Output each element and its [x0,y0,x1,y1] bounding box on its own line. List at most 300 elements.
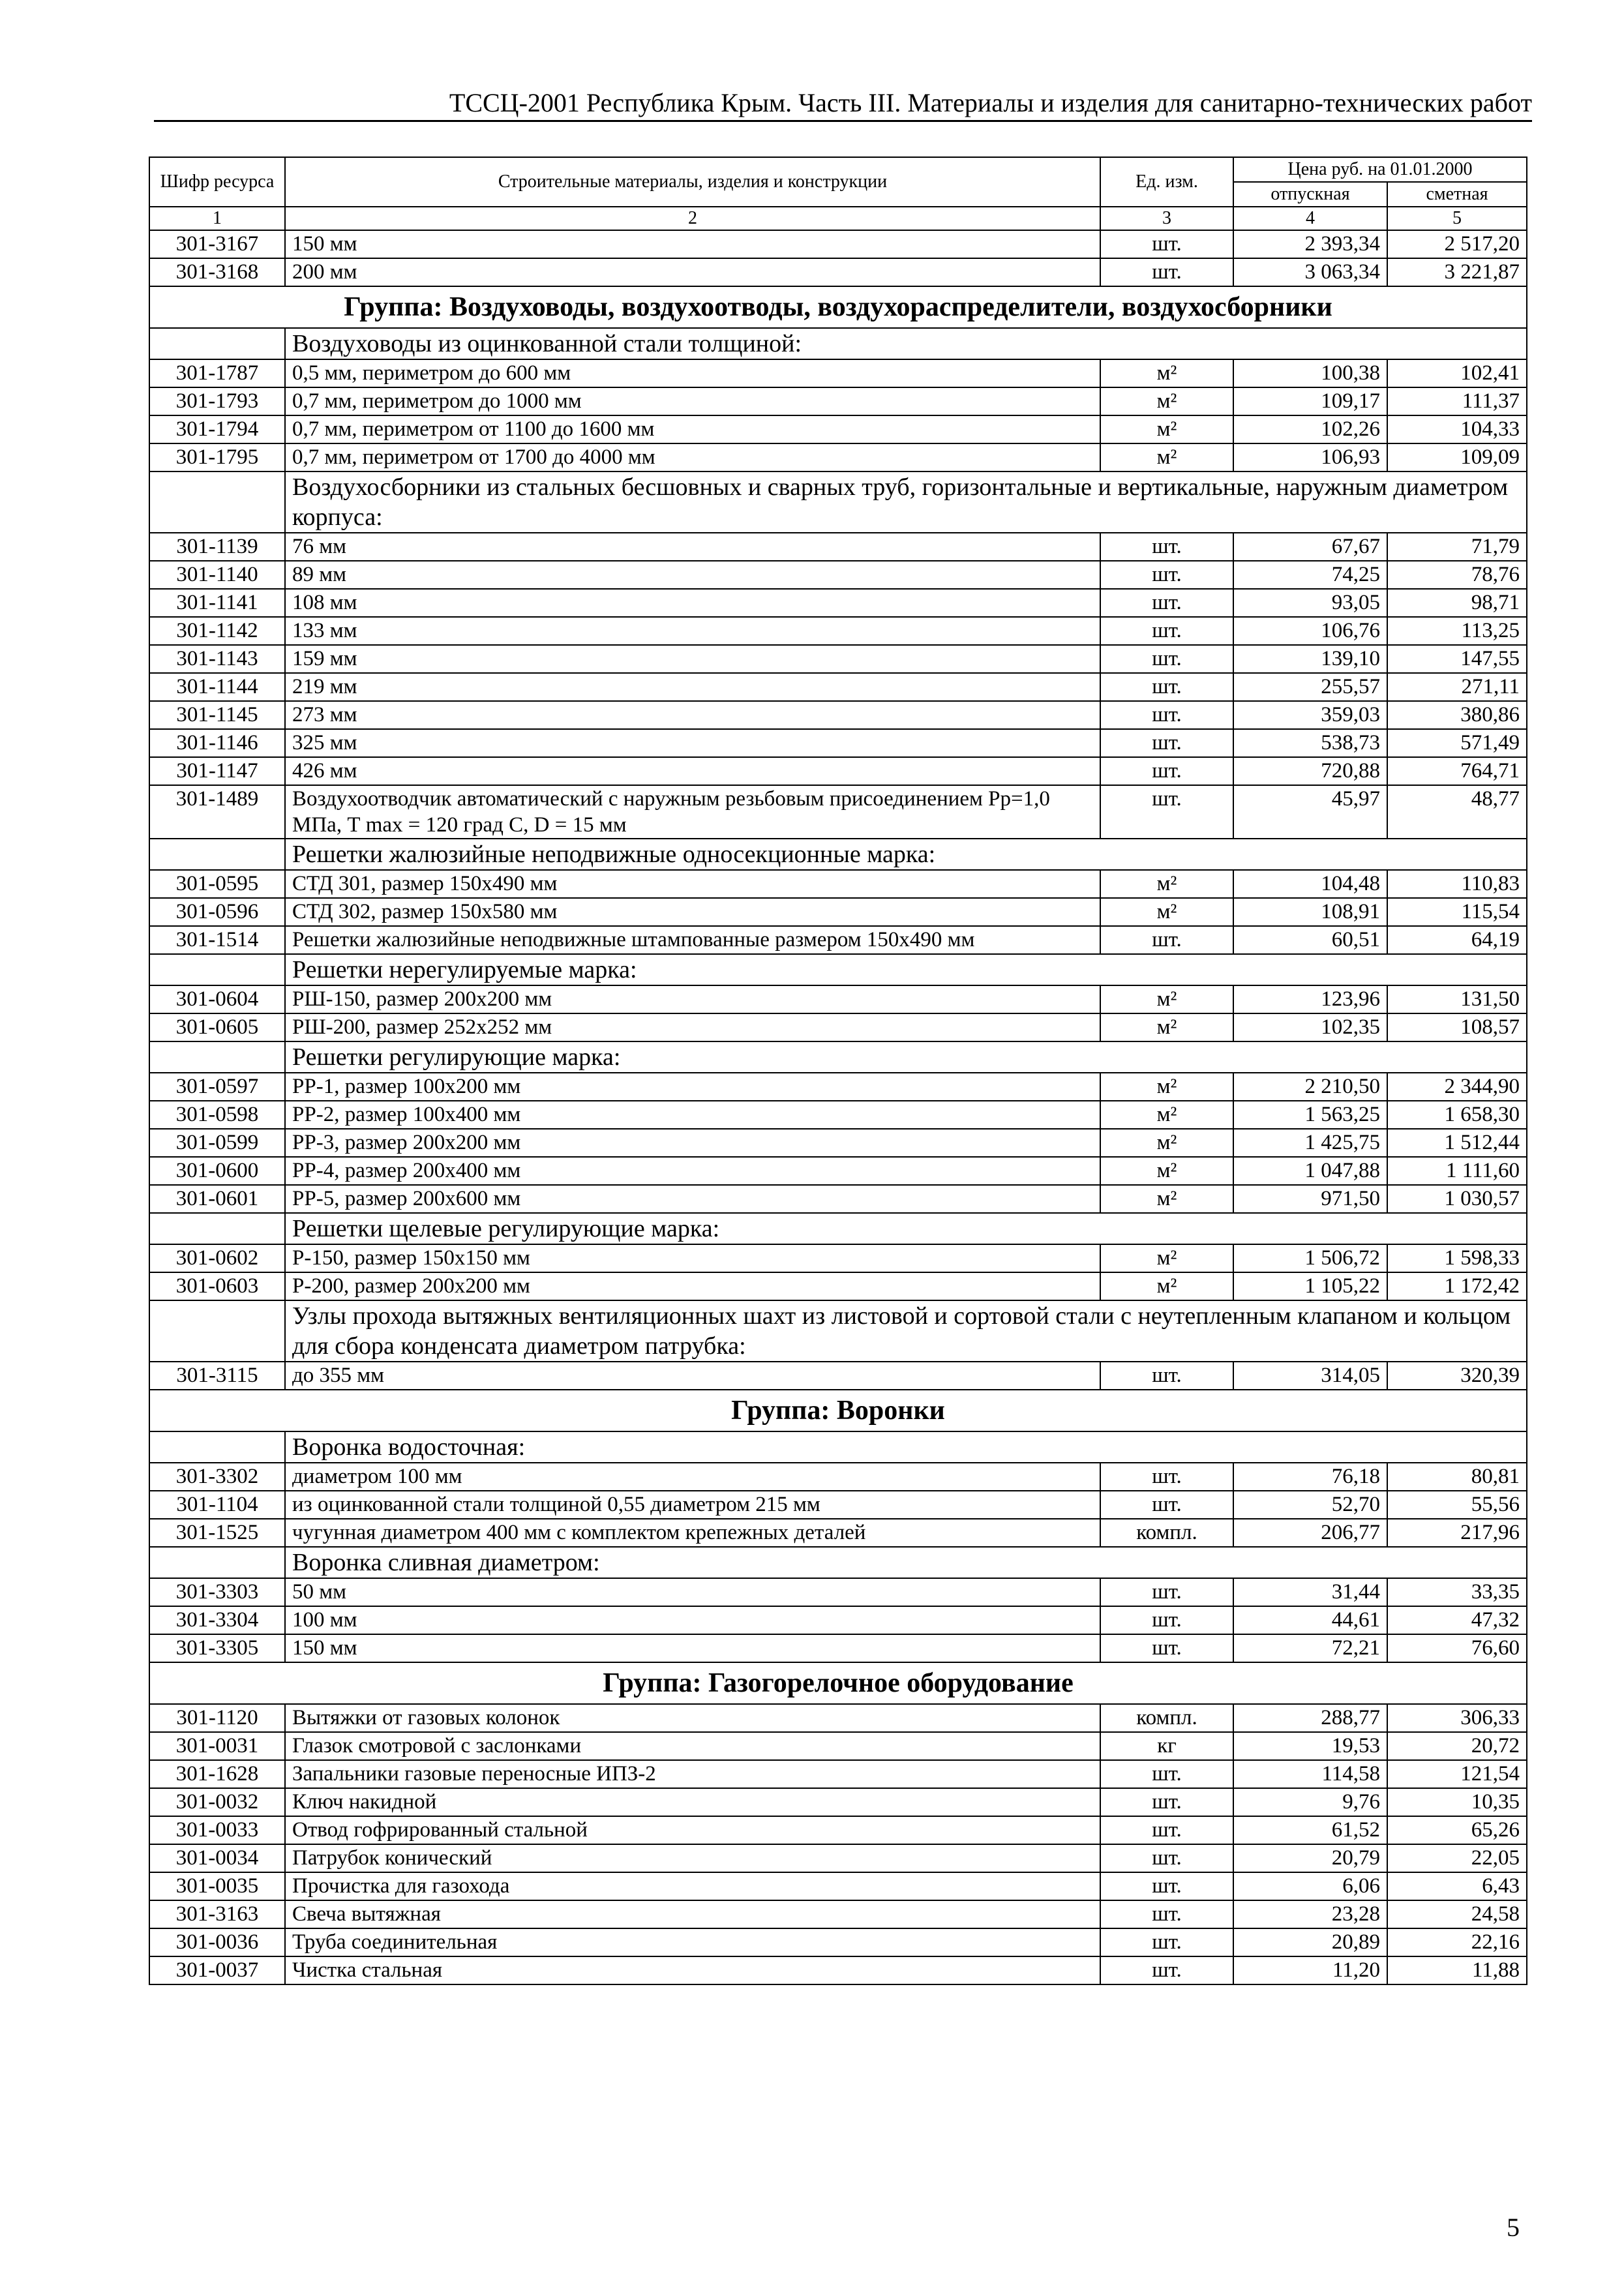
unit-of-measure: компл. [1100,1519,1233,1547]
unit-of-measure: шт. [1100,1463,1233,1491]
release-price: 359,03 [1233,701,1387,729]
resource-code: 301-0036 [149,1928,285,1956]
unit-of-measure: кг [1100,1732,1233,1760]
material-name: 0,5 мм, периметром до 600 мм [285,359,1100,387]
estimate-price: 47,32 [1387,1606,1527,1634]
material-name: 108 мм [285,589,1100,617]
release-price: 102,35 [1233,1013,1387,1041]
material-name: 159 мм [285,645,1100,673]
resource-code: 301-3304 [149,1606,285,1634]
release-price: 206,77 [1233,1519,1387,1547]
subheading-code-cell [149,1041,285,1073]
group-heading: Группа: Газогорелочное оборудование [149,1662,1527,1704]
page-header-title: ТССЦ-2001 Республика Крым. Часть III. Материалы и изделия для санитарно-технических работ [449,88,1532,117]
subheading-row [149,1300,1527,1362]
material-name: 426 мм [285,757,1100,785]
table-row [149,1272,1527,1300]
estimate-price: 2 517,20 [1387,230,1527,258]
resource-code: 301-0599 [149,1129,285,1157]
unit-of-measure: шт. [1100,1491,1233,1519]
material-name: 0,7 мм, периметром от 1700 до 4000 мм [285,443,1100,471]
table-row [149,729,1527,757]
unit-of-measure: шт. [1100,1578,1233,1606]
estimate-price: 104,33 [1387,415,1527,443]
material-name: Р-150, размер 150х150 мм [285,1244,1100,1272]
table-row [149,926,1527,954]
unit-of-measure: шт. [1100,673,1233,701]
unit-of-measure: м² [1100,1073,1233,1101]
unit-of-measure: компл. [1100,1704,1233,1732]
estimate-price: 98,71 [1387,589,1527,617]
material-name: до 355 мм [285,1362,1100,1390]
subheading-row [149,1041,1527,1073]
material-name: 150 мм [285,230,1100,258]
table-body [149,230,1527,1984]
table-header-row [149,157,1527,182]
resource-code: 301-1489 [149,785,285,839]
unit-of-measure: шт. [1100,258,1233,286]
unit-of-measure: шт. [1100,1788,1233,1816]
material-name: Воздухоотводчик автоматический с наружным резьбовым присоединением Рр=1,0 МПа, Т max = 120 град С, D = 15 мм [285,785,1100,839]
material-name: СТД 301, размер 150х490 мм [285,870,1100,898]
col-header-code: Шифр ресурса [149,157,285,207]
unit-of-measure: шт. [1100,617,1233,645]
estimate-price: 1 512,44 [1387,1129,1527,1157]
resource-code: 301-1141 [149,589,285,617]
unit-of-measure: шт. [1100,1816,1233,1844]
material-name: РР-2, размер 100х400 мм [285,1101,1100,1129]
group-heading-row [149,1390,1527,1431]
table-row [149,1900,1527,1928]
estimate-price: 65,26 [1387,1816,1527,1844]
release-price: 3 063,34 [1233,258,1387,286]
estimate-price: 110,83 [1387,870,1527,898]
unit-of-measure: м² [1100,1157,1233,1185]
unit-of-measure: м² [1100,985,1233,1013]
resource-code: 301-1794 [149,415,285,443]
unit-of-measure: шт. [1100,561,1233,589]
release-price: 1 425,75 [1233,1129,1387,1157]
col-header-unit: Ед. изм. [1100,157,1233,207]
unit-of-measure: м² [1100,898,1233,926]
resource-code: 301-1147 [149,757,285,785]
unit-of-measure: шт. [1100,729,1233,757]
price-table [149,157,1527,1985]
resource-code: 301-1146 [149,729,285,757]
release-price: 19,53 [1233,1732,1387,1760]
release-price: 106,93 [1233,443,1387,471]
estimate-price: 1 172,42 [1387,1272,1527,1300]
resource-code: 301-1795 [149,443,285,471]
resource-code: 301-0598 [149,1101,285,1129]
resource-code: 301-0595 [149,870,285,898]
material-name: 150 мм [285,1634,1100,1662]
estimate-price: 1 030,57 [1387,1185,1527,1213]
subheading-row [149,471,1527,533]
release-price: 61,52 [1233,1816,1387,1844]
resource-code: 301-1120 [149,1704,285,1732]
table-row [149,1129,1527,1157]
release-price: 11,20 [1233,1956,1387,1984]
material-name: 50 мм [285,1578,1100,1606]
unit-of-measure: шт. [1100,1928,1233,1956]
material-name: РР-1, размер 100х200 мм [285,1073,1100,1101]
estimate-price: 10,35 [1387,1788,1527,1816]
material-name: РР-4, размер 200х400 мм [285,1157,1100,1185]
subheading-row [149,328,1527,359]
unit-of-measure: шт. [1100,1606,1233,1634]
material-name: РШ-150, размер 200х200 мм [285,985,1100,1013]
col-header-release: отпускная [1233,182,1387,207]
material-name: 200 мм [285,258,1100,286]
estimate-price: 11,88 [1387,1956,1527,1984]
table-row [149,1816,1527,1844]
release-price: 1 563,25 [1233,1101,1387,1129]
subheading: Узлы прохода вытяжных вентиляционных шахт из листовой и сортовой стали с неутепленным клапаном и кольцом для сбора конденсата диаметром патрубка: [285,1300,1527,1362]
table-row [149,359,1527,387]
release-price: 104,48 [1233,870,1387,898]
estimate-price: 131,50 [1387,985,1527,1013]
unit-of-measure: шт. [1100,533,1233,561]
material-name: 133 мм [285,617,1100,645]
table-row [149,1606,1527,1634]
table-row [149,1157,1527,1185]
unit-of-measure: шт. [1100,1844,1233,1872]
table-row [149,1872,1527,1900]
unit-of-measure: шт. [1100,1900,1233,1928]
release-price: 255,57 [1233,673,1387,701]
estimate-price: 217,96 [1387,1519,1527,1547]
estimate-price: 22,05 [1387,1844,1527,1872]
unit-of-measure: шт. [1100,701,1233,729]
col-number-4: 4 [1233,207,1387,230]
estimate-price: 20,72 [1387,1732,1527,1760]
material-name: Труба соединительная [285,1928,1100,1956]
release-price: 74,25 [1233,561,1387,589]
release-price: 108,91 [1233,898,1387,926]
resource-code: 301-0603 [149,1272,285,1300]
unit-of-measure: шт. [1100,926,1233,954]
material-name: 325 мм [285,729,1100,757]
table-row [149,1185,1527,1213]
col-number-2: 2 [285,207,1100,230]
unit-of-measure: шт. [1100,1872,1233,1900]
subheading-code-cell [149,839,285,870]
subheading-row [149,839,1527,870]
unit-of-measure: м² [1100,1129,1233,1157]
group-heading: Группа: Воздуховоды, воздухоотводы, воздухораспределители, воздухосборники [149,286,1527,328]
unit-of-measure: шт. [1100,1760,1233,1788]
release-price: 9,76 [1233,1788,1387,1816]
table-row [149,443,1527,471]
release-price: 67,67 [1233,533,1387,561]
resource-code: 301-0037 [149,1956,285,1984]
table-row [149,898,1527,926]
subheading-row [149,1213,1527,1244]
resource-code: 301-3167 [149,230,285,258]
estimate-price: 80,81 [1387,1463,1527,1491]
table-row [149,1634,1527,1662]
estimate-price: 111,37 [1387,387,1527,415]
resource-code: 301-1525 [149,1519,285,1547]
estimate-price: 109,09 [1387,443,1527,471]
table-row [149,1013,1527,1041]
material-name: РР-3, размер 200х200 мм [285,1129,1100,1157]
estimate-price: 78,76 [1387,561,1527,589]
resource-code: 301-0597 [149,1073,285,1101]
release-price: 1 506,72 [1233,1244,1387,1272]
table-row [149,1073,1527,1101]
release-price: 288,77 [1233,1704,1387,1732]
release-price: 971,50 [1233,1185,1387,1213]
subheading-code-cell [149,471,285,533]
resource-code: 301-0600 [149,1157,285,1185]
material-name: РШ-200, размер 252х252 мм [285,1013,1100,1041]
subheading-row [149,1547,1527,1578]
col-header-name: Строительные материалы, изделия и конструкции [285,157,1100,207]
release-price: 106,76 [1233,617,1387,645]
table-row [149,1244,1527,1272]
unit-of-measure: м² [1100,870,1233,898]
release-price: 139,10 [1233,645,1387,673]
group-heading: Группа: Воронки [149,1390,1527,1431]
estimate-price: 24,58 [1387,1900,1527,1928]
estimate-price: 320,39 [1387,1362,1527,1390]
unit-of-measure: шт. [1100,589,1233,617]
table-row [149,785,1527,839]
material-name: чугунная диаметром 400 мм с комплектом крепежных деталей [285,1519,1100,1547]
table-row [149,589,1527,617]
release-price: 102,26 [1233,415,1387,443]
resource-code: 301-3303 [149,1578,285,1606]
table-row [149,870,1527,898]
resource-code: 301-3115 [149,1362,285,1390]
estimate-price: 3 221,87 [1387,258,1527,286]
estimate-price: 76,60 [1387,1634,1527,1662]
unit-of-measure: м² [1100,1244,1233,1272]
subheading-row [149,954,1527,985]
col-header-estimate: сметная [1387,182,1527,207]
material-name: 219 мм [285,673,1100,701]
table-row [149,645,1527,673]
release-price: 93,05 [1233,589,1387,617]
material-name: РР-5, размер 200х600 мм [285,1185,1100,1213]
table-row [149,258,1527,286]
release-price: 20,89 [1233,1928,1387,1956]
material-name: Решетки жалюзийные неподвижные штампованные размером 150х490 мм [285,926,1100,954]
col-number-5: 5 [1387,207,1527,230]
table-row [149,1956,1527,1984]
resource-code: 301-1787 [149,359,285,387]
release-price: 1 105,22 [1233,1272,1387,1300]
resource-code: 301-0034 [149,1844,285,1872]
material-name: из оцинкованной стали толщиной 0,55 диаметром 215 мм [285,1491,1100,1519]
resource-code: 301-1793 [149,387,285,415]
release-price: 52,70 [1233,1491,1387,1519]
subheading-code-cell [149,1547,285,1578]
subheading-code-cell [149,328,285,359]
material-name: Вытяжки от газовых колонок [285,1704,1100,1732]
resource-code: 301-1142 [149,617,285,645]
table-row [149,673,1527,701]
material-name: Запальники газовые переносные ИПЗ-2 [285,1760,1100,1788]
table-row [149,1491,1527,1519]
subheading-code-cell [149,1300,285,1362]
table-row [149,1578,1527,1606]
table-row [149,387,1527,415]
resource-code: 301-1144 [149,673,285,701]
estimate-price: 113,25 [1387,617,1527,645]
estimate-price: 1 598,33 [1387,1244,1527,1272]
unit-of-measure: м² [1100,415,1233,443]
unit-of-measure: м² [1100,1013,1233,1041]
table-row [149,701,1527,729]
release-price: 60,51 [1233,926,1387,954]
subheading: Решетки регулирующие марка: [285,1041,1527,1073]
subheading-code-cell [149,954,285,985]
unit-of-measure: м² [1100,1272,1233,1300]
unit-of-measure: шт. [1100,757,1233,785]
release-price: 44,61 [1233,1606,1387,1634]
release-price: 31,44 [1233,1578,1387,1606]
release-price: 23,28 [1233,1900,1387,1928]
material-name: 0,7 мм, периметром до 1000 мм [285,387,1100,415]
release-price: 114,58 [1233,1760,1387,1788]
release-price: 538,73 [1233,729,1387,757]
subheading: Решетки жалюзийные неподвижные односекционные марка: [285,839,1527,870]
subheading-row [149,1431,1527,1463]
material-name: Отвод гофрированный стальной [285,1816,1100,1844]
table-row [149,1463,1527,1491]
estimate-price: 1 111,60 [1387,1157,1527,1185]
resource-code: 301-1143 [149,645,285,673]
table-row [149,533,1527,561]
group-heading-row [149,286,1527,328]
resource-code: 301-0035 [149,1872,285,1900]
release-price: 2 210,50 [1233,1073,1387,1101]
table-row [149,1844,1527,1872]
subheading-code-cell [149,1213,285,1244]
material-name: СТД 302, размер 150х580 мм [285,898,1100,926]
unit-of-measure: шт. [1100,1634,1233,1662]
estimate-price: 380,86 [1387,701,1527,729]
resource-code: 301-3302 [149,1463,285,1491]
table-row [149,561,1527,589]
resource-code: 301-1104 [149,1491,285,1519]
unit-of-measure: м² [1100,359,1233,387]
resource-code: 301-1145 [149,701,285,729]
resource-code: 301-0601 [149,1185,285,1213]
estimate-price: 306,33 [1387,1704,1527,1732]
resource-code: 301-3305 [149,1634,285,1662]
subheading: Решетки щелевые регулирующие марка: [285,1213,1527,1244]
table-row [149,230,1527,258]
release-price: 6,06 [1233,1872,1387,1900]
estimate-price: 33,35 [1387,1578,1527,1606]
unit-of-measure: м² [1100,443,1233,471]
release-price: 1 047,88 [1233,1157,1387,1185]
material-name: Глазок смотровой с заслонками [285,1732,1100,1760]
table-row [149,1732,1527,1760]
estimate-price: 115,54 [1387,898,1527,926]
unit-of-measure: шт. [1100,1362,1233,1390]
material-name: 273 мм [285,701,1100,729]
material-name: 76 мм [285,533,1100,561]
material-name: Р-200, размер 200х200 мм [285,1272,1100,1300]
table-row [149,1519,1527,1547]
resource-code: 301-3168 [149,258,285,286]
table-row [149,757,1527,785]
resource-code: 301-1139 [149,533,285,561]
release-price: 123,96 [1233,985,1387,1013]
unit-of-measure: м² [1100,1185,1233,1213]
resource-code: 301-3163 [149,1900,285,1928]
unit-of-measure: шт. [1100,645,1233,673]
estimate-price: 64,19 [1387,926,1527,954]
header-rule [154,120,1532,122]
resource-code: 301-1628 [149,1760,285,1788]
release-price: 76,18 [1233,1463,1387,1491]
release-price: 720,88 [1233,757,1387,785]
column-number-row [149,207,1527,230]
estimate-price: 271,11 [1387,673,1527,701]
resource-code: 301-0596 [149,898,285,926]
estimate-price: 71,79 [1387,533,1527,561]
table-row [149,1928,1527,1956]
table-row [149,985,1527,1013]
estimate-price: 764,71 [1387,757,1527,785]
estimate-price: 147,55 [1387,645,1527,673]
material-name: диаметром 100 мм [285,1463,1100,1491]
subheading: Воронка водосточная: [285,1431,1527,1463]
table-row [149,1101,1527,1129]
col-header-price: Цена руб. на 01.01.2000 [1233,157,1527,182]
table-row [149,1362,1527,1390]
col-number-3: 3 [1100,207,1233,230]
table-row [149,617,1527,645]
material-name: 100 мм [285,1606,1100,1634]
resource-code: 301-1140 [149,561,285,589]
table-row [149,1704,1527,1732]
subheading-code-cell [149,1431,285,1463]
subheading: Воздуховоды из оцинкованной стали толщиной: [285,328,1527,359]
material-name: Ключ накидной [285,1788,1100,1816]
material-name: Прочистка для газохода [285,1872,1100,1900]
resource-code: 301-0604 [149,985,285,1013]
table-row [149,415,1527,443]
release-price: 20,79 [1233,1844,1387,1872]
unit-of-measure: м² [1100,387,1233,415]
material-name: 89 мм [285,561,1100,589]
resource-code: 301-0031 [149,1732,285,1760]
release-price: 100,38 [1233,359,1387,387]
group-heading-row [149,1662,1527,1704]
release-price: 2 393,34 [1233,230,1387,258]
unit-of-measure: шт. [1100,1956,1233,1984]
unit-of-measure: м² [1100,1101,1233,1129]
subheading: Воздухосборники из стальных бесшовных и сварных труб, горизонтальные и вертикальные, наружным диаметром корпуса: [285,471,1527,533]
estimate-price: 48,77 [1387,785,1527,839]
resource-code: 301-0605 [149,1013,285,1041]
resource-code: 301-1514 [149,926,285,954]
estimate-price: 108,57 [1387,1013,1527,1041]
estimate-price: 22,16 [1387,1928,1527,1956]
unit-of-measure: шт. [1100,785,1233,839]
table-row [149,1788,1527,1816]
release-price: 45,97 [1233,785,1387,839]
estimate-price: 6,43 [1387,1872,1527,1900]
page-number: 5 [1507,2213,1520,2242]
